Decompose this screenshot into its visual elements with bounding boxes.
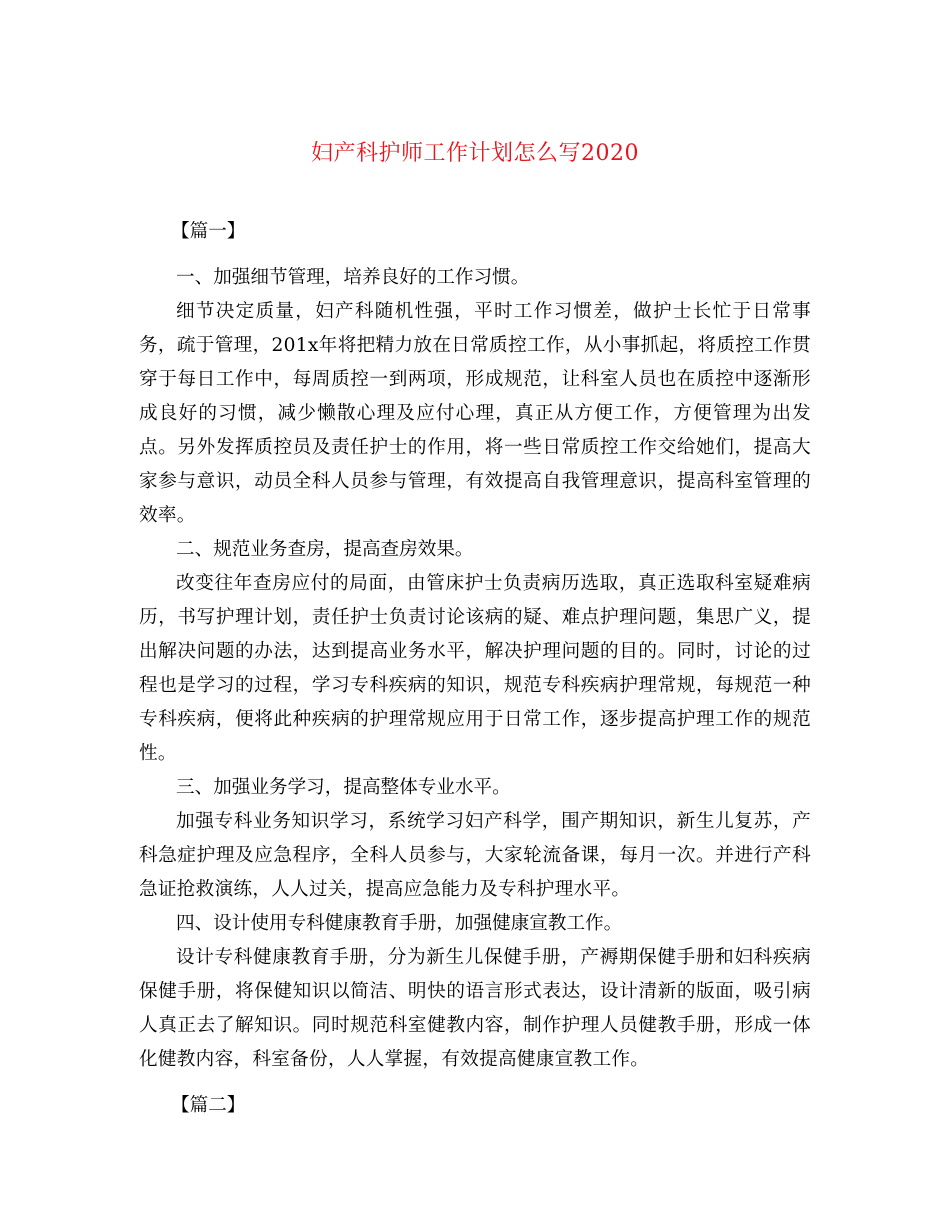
document-title: 妇产科护师工作计划怎么写2020 [311,141,639,166]
item-3-paragraph: 加强专科业务知识学习，系统学习妇产科学，围产期知识，新生儿复苏，产科急症护理及应急程序，全科人员参与，大家轮流备课，每月一次。并进行产科急证抢救演练，人人过关，提高应急能力及专科护理水平。 [139,811,811,900]
item-3-heading: 三、加强业务学习，提高整体专业水平。 [176,777,511,798]
document-body [139,215,811,1123]
item-1-paragraph: 细节决定质量，妇产科随机性强，平时工作习惯差，做护士长忙于日常事务，疏于管理，201x年将把精力放在日常质控工作，从小事抓起，将质控工作贯穿于每日工作中，每周质控一到两项，形成规范，让科室人员也在质控中逐渐形成良好的习惯，减少懒散心理及应付心理，真正从方便工作，方便管理为出发点。另外发挥质控员及责任护士的作用，将一些日常质控工作交给她们，提高大家参与意识，动员全科人员参与管理，有效提高自我管理意识，提高科室管理的效率。 [139,301,811,526]
item-1-heading: 一、加强细节管理，培养良好的工作习惯。 [176,267,530,288]
item-2-heading: 二、规范业务查房，提高查房效果。 [176,539,474,560]
item-2-paragraph: 改变往年查房应付的局面，由管床护士负责病历选取，真正选取科室疑难病历，书写护理计划，责任护士负责讨论该病的疑、难点护理问题，集思广义，提出解决问题的办法，达到提高业务水平，解决护理问题的目的。同时，讨论的过程也是学习的过程，学习专科疾病的知识，规范专科疾病护理常规，每规范一种专科疾病，便将此种疾病的护理常规应用于日常工作，逐步提高护理工作的规范性。 [139,573,811,764]
item-4-paragraph: 设计专科健康教育手册，分为新生儿保健手册，产褥期保健手册和妇科疾病保健手册，将保健知识以简洁、明快的语言形式表达，设计清新的版面，吸引病人真正去了解知识。同时规范科室健教内容，制作护理人员健教手册，形成一体化健教内容，科室备份，人人掌握，有效提高健康宣教工作。 [139,947,811,1070]
section-2-heading: 【篇二】 [171,1095,246,1116]
section-1-heading: 【篇一】 [171,221,246,242]
item-4-heading: 四、设计使用专科健康教育手册，加强健康宣教工作。 [176,913,623,934]
